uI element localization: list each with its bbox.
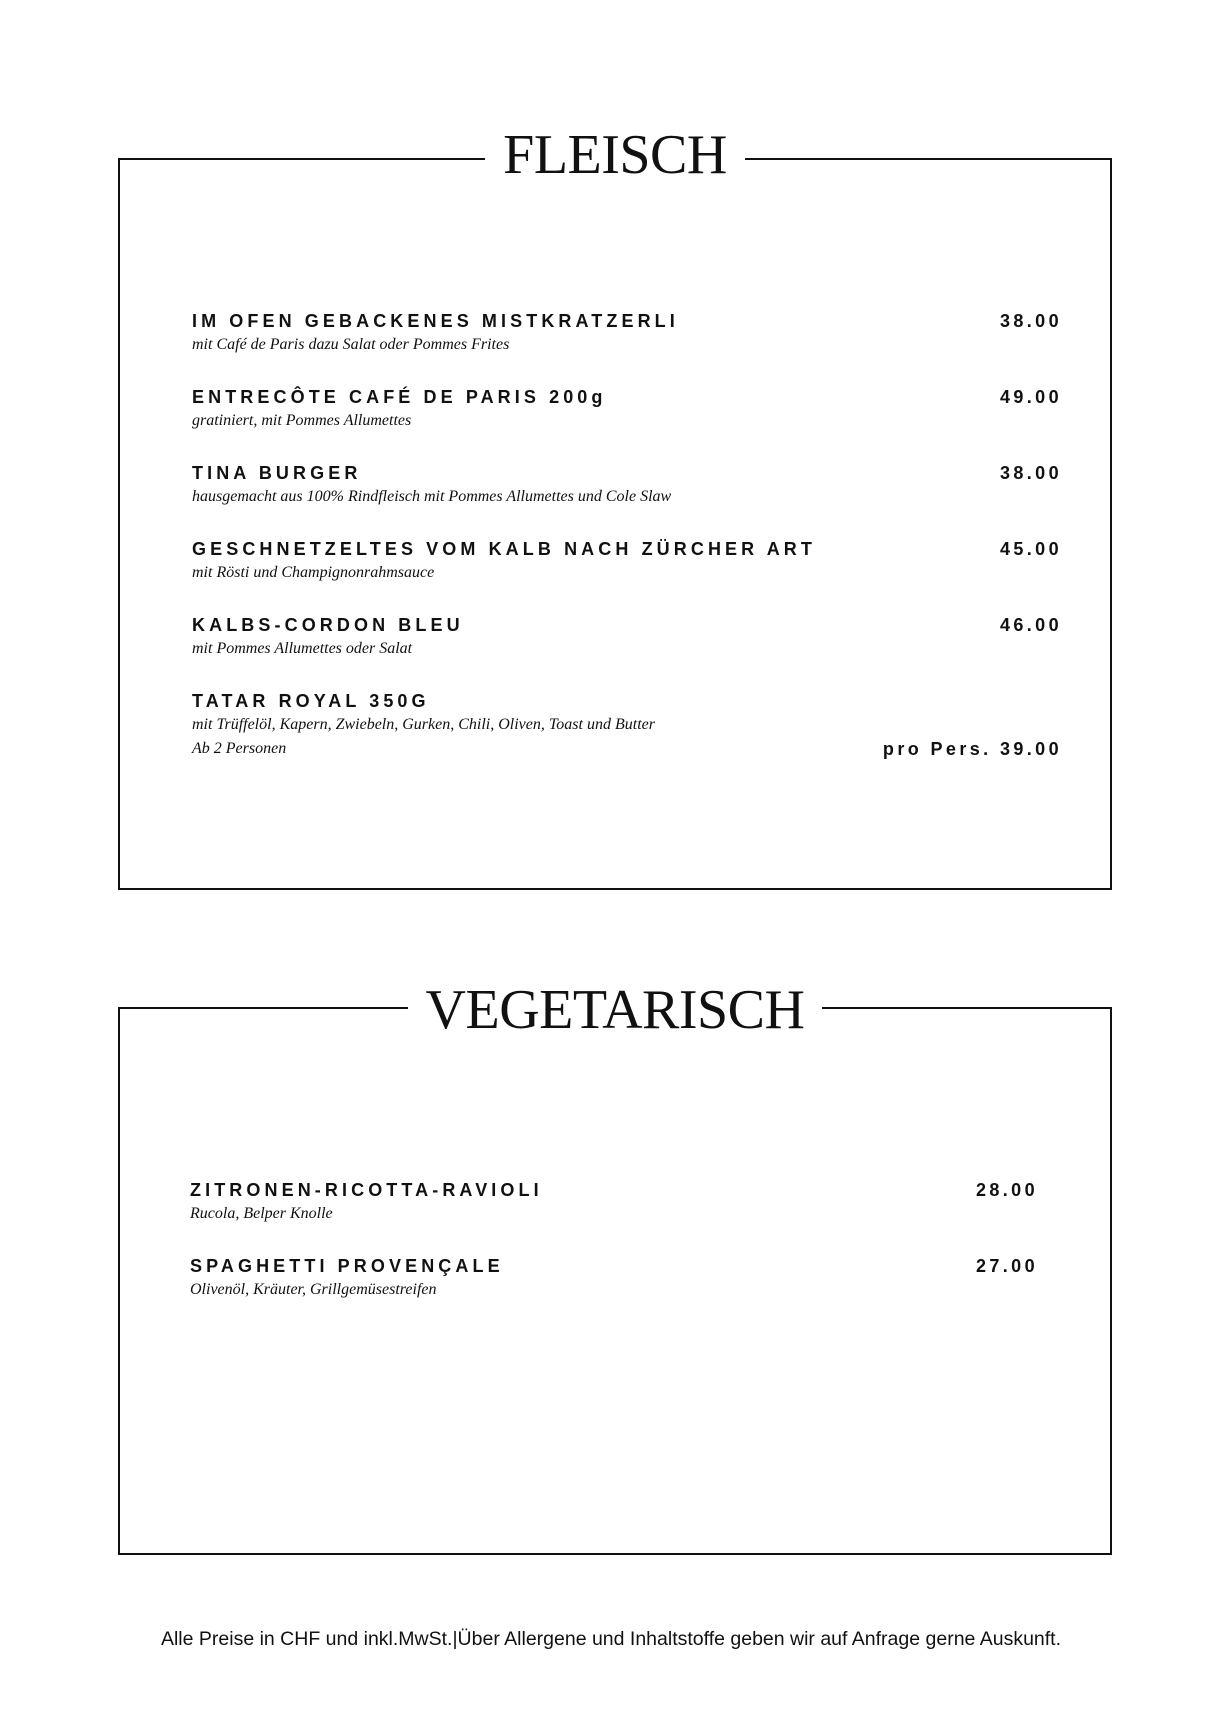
dish-description: mit Pommes Allumettes oder Salat [192,640,413,657]
menu-list-fleisch [192,309,1062,789]
dish-description: mit Café de Paris dazu Salat oder Pommes Frites [192,336,510,353]
dish-name: IM OFEN GEBACKENES MISTKRATZERLI [192,311,679,331]
section-fleisch [118,124,1112,890]
dish-description: hausgemacht aus 100% Rindfleisch mit Pommes Allumettes und Cole Slaw [192,488,672,505]
dish-price: 49.00 [999,387,1062,407]
section-vegetarisch [118,979,1112,1555]
section-title-vegetarisch [120,979,1110,1041]
menu-item [190,1254,1038,1302]
section-title-fleisch [120,124,1110,186]
menu-item [192,537,1062,585]
dish-name: TINA BURGER [192,463,362,483]
dish-name: KALBS-CORDON BLEU [192,615,464,635]
dish-price: 45.00 [999,539,1062,559]
dish-price: pro Pers. 39.00 [882,739,1062,759]
dish-name: ENTRECÔTE CAFÉ DE PARIS 200g [192,387,607,407]
dish-description: mit Rösti und Champignonrahmsauce [192,564,435,581]
dish-price: 38.00 [999,463,1062,483]
menu-list-vegetarisch [190,1178,1038,1330]
dish-price: 38.00 [999,311,1062,331]
dish-name: ZITRONEN-RICOTTA-RAVIOLI [190,1180,543,1200]
dish-description: gratiniert, mit Pommes Allumettes [192,412,412,429]
dish-price: 28.00 [975,1180,1038,1200]
dish-description: mit Trüffelöl, Kapern, Zwiebeln, Gurken, Chili, Oliven, Toast und Butter [192,716,655,733]
dish-name: GESCHNETZELTES VOM KALB NACH ZÜRCHER ART [192,539,816,559]
dish-price: 27.00 [975,1256,1038,1276]
section-title-text: FLEISCH [485,124,745,186]
dish-price: 46.00 [999,615,1062,635]
menu-item [192,385,1062,433]
menu-item [192,689,1062,761]
dish-name: TATAR ROYAL 350G [192,691,430,711]
menu-item [192,461,1062,509]
dish-description: Rucola, Belper Knolle [190,1205,333,1222]
menu-item [192,309,1062,357]
footer-note: Alle Preise in CHF und inkl.MwSt.|Über Allergene und Inhaltstoffe geben wir auf Anfrage gerne Auskunft. [160,1628,1062,1650]
section-title-text: VEGETARISCH [408,979,823,1041]
dish-name: SPAGHETTI PROVENÇALE [190,1256,504,1276]
menu-item [190,1178,1038,1226]
dish-description: Olivenöl, Kräuter, Grillgemüsestreifen [190,1281,437,1298]
menu-item [192,613,1062,661]
dish-note: Ab 2 Personen [192,740,287,757]
